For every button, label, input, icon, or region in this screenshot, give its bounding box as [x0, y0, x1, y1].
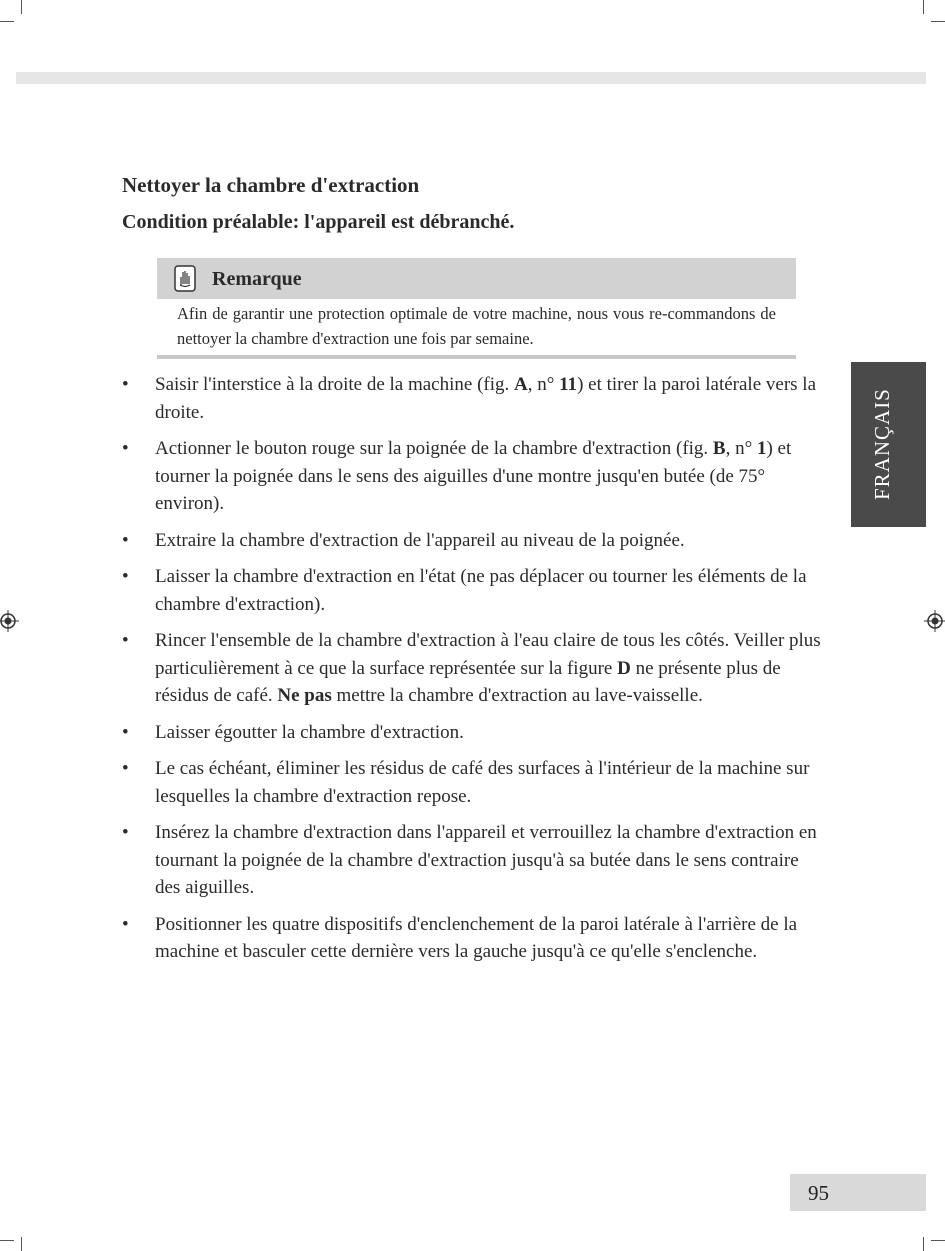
step-text: , n°: [527, 374, 560, 395]
step-text: Laisser la chambre d'extraction en l'état (ne pas déplacer ou tourner les éléments de la chambre d'extraction).: [155, 566, 807, 615]
crop-mark: [21, 0, 22, 14]
emphasis-text: D: [617, 657, 631, 679]
header-bar: [16, 72, 926, 84]
note-text: Afin de garantir une protection optimale de votre machine, nous vous re-commandons de nettoyer la chambre d'extraction une fois par semaine.: [177, 304, 776, 348]
registration-mark-icon: [0, 610, 19, 632]
step-text: Positionner les quatre dispositifs d'enclenchement de la paroi latérale à l'arrière de la machine et basculer cette dernière vers la gauche jusqu'à ce qu'elle s'enclenche.: [155, 913, 798, 962]
step-text: ) et tourner la poignée dans le sens des aiguilles d'une montre jusqu'en butée (de 75° environ).: [155, 438, 792, 514]
crop-mark: [923, 0, 924, 14]
bullet: •: [122, 630, 129, 651]
note-header: [157, 258, 796, 299]
list-item: [122, 563, 827, 618]
emphasis-text: 1: [756, 438, 767, 459]
bullet: •: [122, 438, 129, 459]
crop-mark: [923, 1237, 924, 1251]
crop-mark: [21, 1237, 22, 1251]
crop-mark: [0, 1240, 14, 1241]
step-text: ne présente plus de résidus de café.: [155, 657, 781, 706]
step-text: Le cas échéant, éliminer les résidus de café des surfaces à l'intérieur de la machine sur lesquelles la chambre d'extraction repose.: [155, 758, 810, 807]
page-number-box: [790, 1174, 926, 1211]
crop-mark: [931, 21, 945, 22]
list-item: [122, 755, 827, 810]
bullet: •: [122, 913, 129, 935]
bullet: •: [122, 758, 129, 779]
emphasis-text: B: [712, 438, 726, 459]
list-item: [122, 527, 827, 555]
emphasis-text: A: [514, 374, 528, 395]
instruction-list: [122, 371, 827, 975]
note-rule: [157, 355, 796, 359]
section-title: Nettoyer la chambre d'extraction: [122, 173, 420, 197]
step-text: Insérez la chambre d'extraction dans l'appareil et verrouillez la chambre d'extraction en tournant la poignée de la chambre d'extraction jusqu'à sa butée dans le sens contraire des aiguilles.: [155, 822, 817, 898]
bullet: •: [122, 566, 129, 587]
list-item: [122, 371, 827, 426]
step-text: Extraire la chambre d'extraction de l'appareil au niveau de la poignée.: [155, 529, 685, 551]
step-text: ) et tirer la paroi latérale vers la droite.: [155, 374, 817, 423]
list-item: [122, 627, 827, 710]
page-number: 95: [808, 1181, 829, 1205]
bullet: •: [122, 529, 129, 551]
step-text: Laisser égoutter la chambre d'extraction.: [155, 721, 464, 743]
registration-mark-icon: [924, 610, 945, 632]
precondition-text: Condition préalable: l'appareil est débranché.: [122, 211, 515, 233]
hand-note-icon: [174, 265, 196, 292]
language-tab-label: FRANÇAIS: [870, 388, 894, 500]
step-text: , n°: [725, 438, 757, 459]
emphasis-text: 11: [559, 374, 578, 395]
step-text: Rincer l'ensemble de la chambre d'extraction à l'eau claire de tous les côtés. Veiller plus particulièrement à ce que la surface représentée sur la figure: [155, 630, 821, 679]
note-box: [157, 258, 796, 359]
step-text: Actionner le bouton rouge sur la poignée de la chambre d'extraction (fig.: [155, 438, 713, 459]
list-item: [122, 719, 827, 747]
bullet: •: [122, 721, 129, 743]
note-title: Remarque: [212, 268, 302, 290]
emphasis-text: Ne pas: [277, 685, 332, 706]
bullet: •: [122, 822, 129, 843]
crop-mark: [0, 21, 14, 22]
step-text: Saisir l'interstice à la droite de la machine (fig.: [155, 374, 515, 395]
list-item: [122, 435, 827, 518]
list-item: [122, 911, 827, 966]
step-text: mettre la chambre d'extraction au lave-vaisselle.: [331, 685, 703, 706]
crop-mark: [931, 1240, 945, 1241]
list-item: [122, 819, 827, 902]
bullet: •: [122, 374, 129, 395]
